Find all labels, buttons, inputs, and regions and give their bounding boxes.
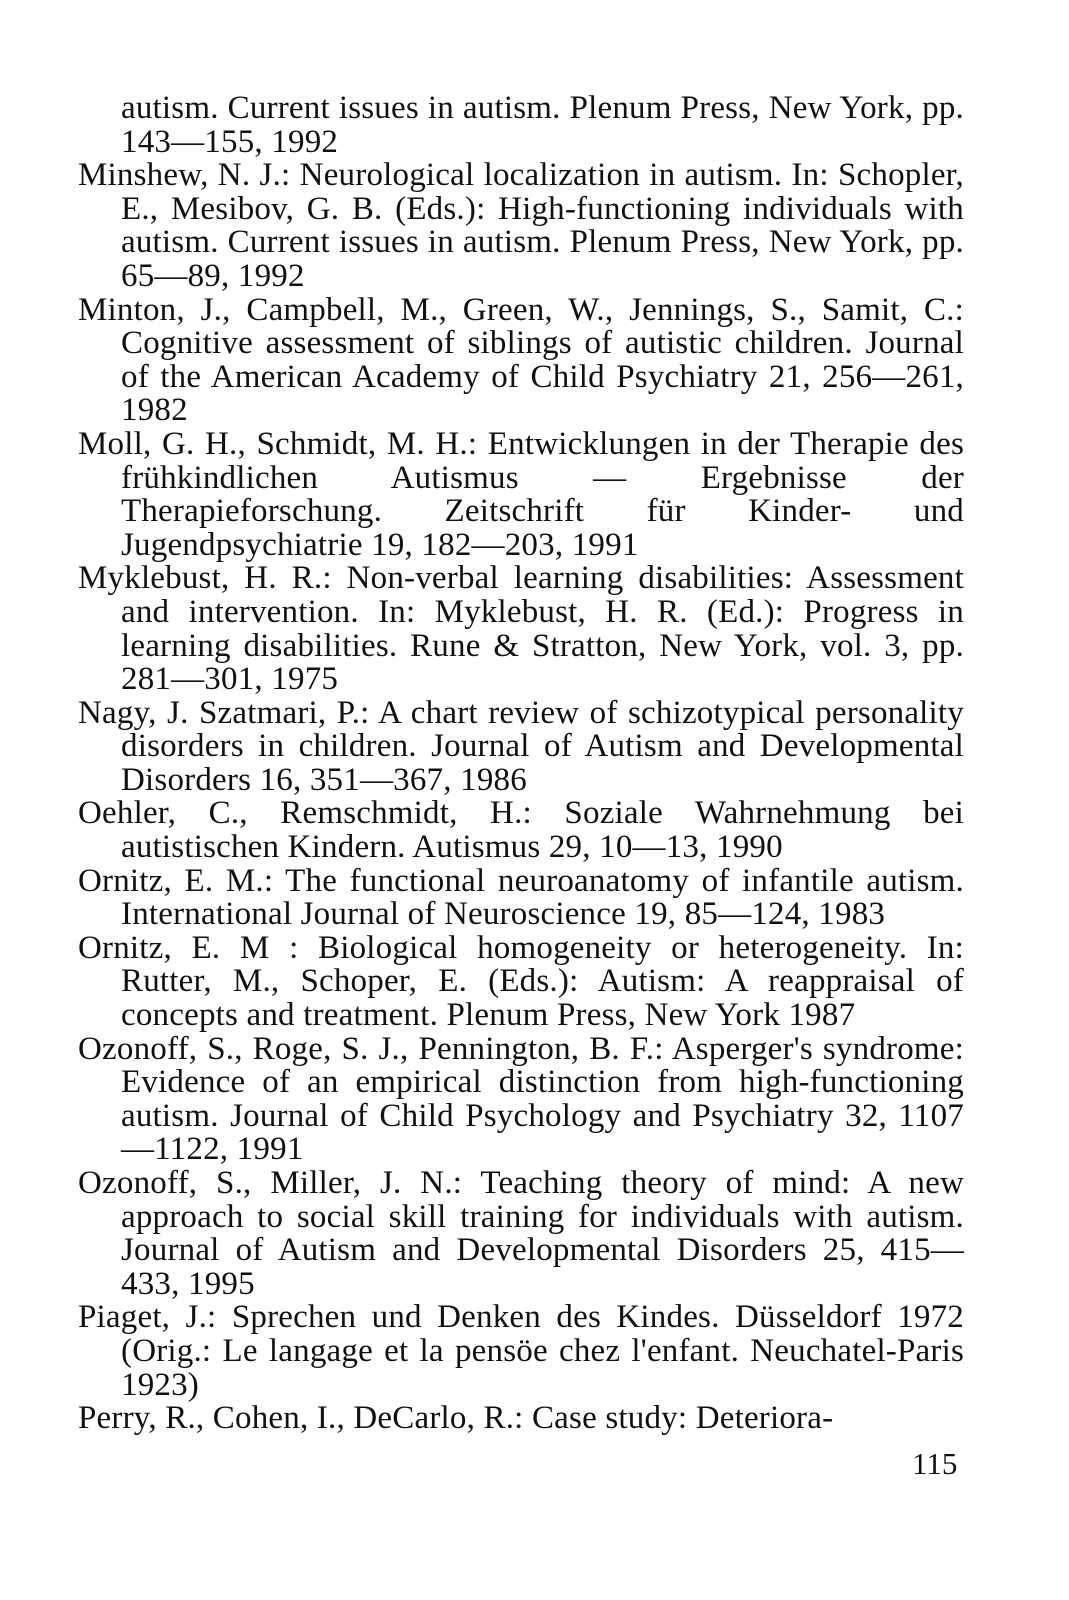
reference-oehler: Oehler, C., Remschmidt, H.: Soziale Wahrnehmung bei autistischen Kindern. Autismus 29, 10—13, 1990	[78, 795, 964, 866]
reference-nagy: Nagy, J. Szatmari, P.: A chart review of schizotypical personality disorders in children. Journal of Autism and Developmental Disorders 16, 351—367, 1986	[78, 694, 964, 798]
reference-list	[78, 92, 964, 1436]
reference-minshew: Minshew, N. J.: Neurological localization in autism. In: Schopler, E., Mesibov, G. B. (Eds.): High-functioning individuals with autism. Current issues in autism. Plenum Press, New York, pp. 65—89, 1992	[78, 157, 964, 294]
reference-moll: Moll, G. H., Schmidt, M. H.: Entwicklungen in der Therapie des frühkindlichen Autismus — Ergebnisse der Therapieforschung. Zeitschrift für Kinder- und Jugendpsychiatrie 19, 182—203, 1991	[78, 425, 964, 563]
reference-minton: Minton, J., Campbell, M., Green, W., Jennings, S., Samit, C.: Cognitive assessment of siblings of autistic children. Journal of the American Academy of Child Psychiatry 21, 256—261, 1982	[78, 291, 964, 429]
reference-continuation: autism. Current issues in autism. Plenum Press, New York, pp. 143—155, 1992	[121, 90, 964, 160]
reference-myklebust: Myklebust, H. R.: Non-verbal learning disabilities: Assessment and intervention. In: Myklebust, H. R. (Ed.): Progress in learning disabilities. Rune & Stratton, New York, vol. 3, pp. 281—301, 1975	[78, 560, 964, 698]
page-number: 115	[912, 1446, 958, 1481]
reference-ornitz-1983: Ornitz, E. M.: The functional neuroanatomy of infantile autism. International Journal of Neuroscience 19, 85—124, 1983	[78, 862, 964, 933]
reference-piaget: Piaget, J.: Sprechen und Denken des Kindes. Düsseldorf 1972 (Orig.: Le langage et la pensöe chez l'enfant. Neuchatel-Paris 1923)	[78, 1299, 964, 1403]
reference-ozonoff-1991: Ozonoff, S., Roge, S. J., Pennington, B. F.: Asperger's syndrome: Evidence of an empirical distinction from high-functioning autism. Journal of Child Psychology and Psychiatry 32, 1107—1122, 1991	[78, 1030, 964, 1168]
reference-perry: Perry, R., Cohen, I., DeCarlo, R.: Case study: Deteriora-	[78, 1400, 834, 1437]
reference-ornitz-1987: Ornitz, E. M : Biological homogeneity or heterogeneity. In: Rutter, M., Schoper, E. (Eds.): Autism: A reappraisal of concepts and treatment. Plenum Press, New York 1987	[78, 929, 964, 1034]
reference-ozonoff-1995: Ozonoff, S., Miller, J. N.: Teaching theory of mind: A new approach to social skill training for individuals with autism. Journal of Autism and Developmental Disorders 25, 415—433, 1995	[78, 1165, 964, 1302]
